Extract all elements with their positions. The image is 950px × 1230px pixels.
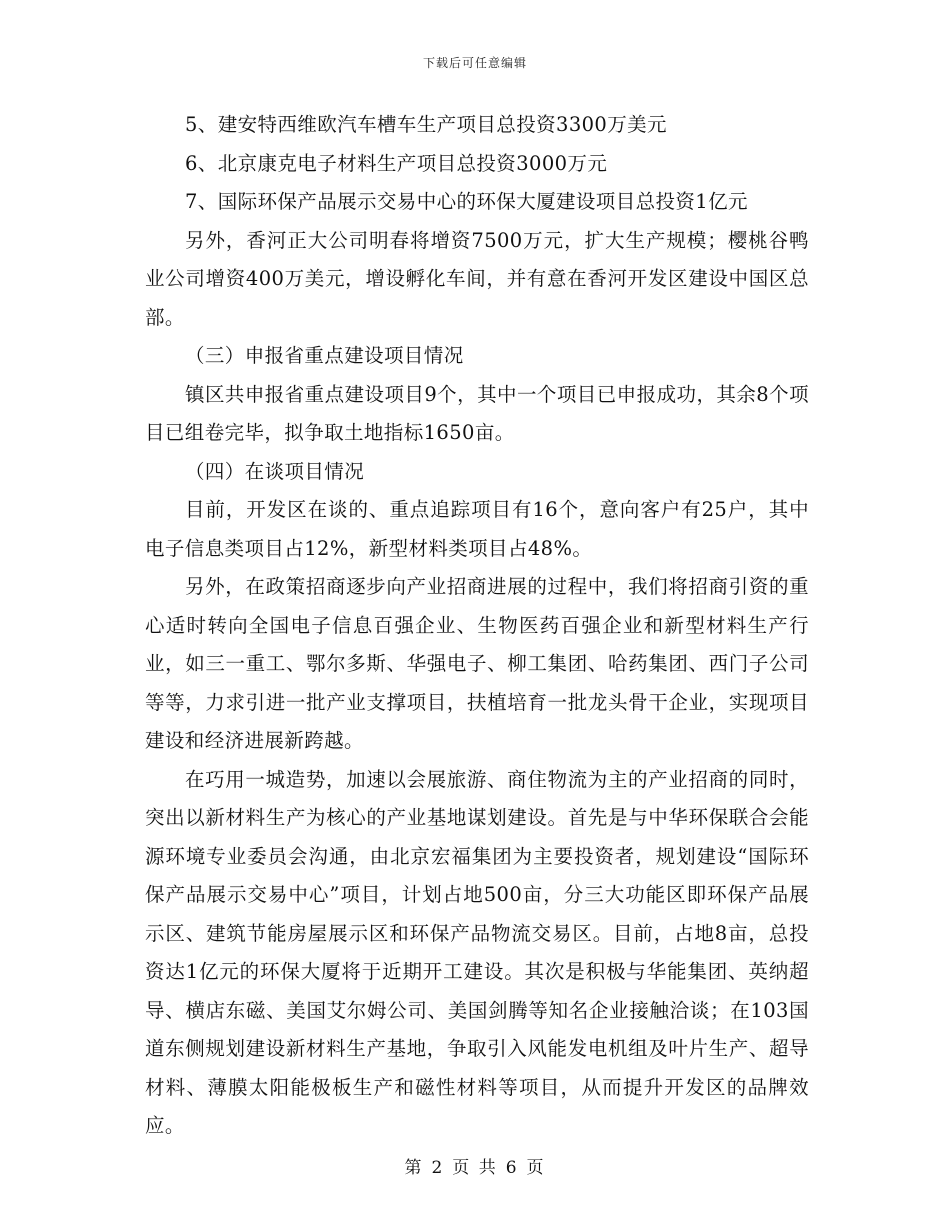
paragraph-provincial-projects: 镇区共申报省重点建设项目9个，其中一个项目已申报成功，其余8个项目已组卷完毕，拟争取土地指标1650亩。 — [145, 382, 809, 444]
document-body — [145, 106, 809, 1146]
page-header: 下载后可任意编辑 — [422, 56, 527, 70]
paragraph-industry-shift: 另外，在政策招商逐步向产业招商进展的过程中，我们将招商引资的重心适时转向全国电子信息百强企业、生物医药百强企业和新型材料生产行业，如三一重工、鄂尔多斯、华强电子、柳工集团、哈药集团、西门子公司等等，力求引进一批产业支撑项目，扶植培育一批龙头骨干企业，实现项目建设和经济进展新跨越。 — [145, 575, 809, 752]
paragraph-item-5: 5、建安特西维欧汽车槽车生产项目总投资3300万美元 — [185, 113, 667, 136]
footer-suffix: 页 — [526, 1158, 546, 1178]
paragraph-item-7: 7、国际环保产品展示交易中心的环保大厦建设项目总投资1亿元 — [185, 190, 748, 213]
paragraph-industry-base: 在巧用一城造势，加速以会展旅游、商住物流为主的产业招商的同时，突出以新材料生产为核心的产业基地谋划建设。首先是与中华环保联合会能源环境专业委员会沟通，由北京宏福集团为主要投资者，规划建设“国际环保产品展示交易中心”项目，计划占地500亩，分三大功能区即环保产品展示区、建筑节能房屋展示区和环保产品物流交易区。目前，占地8亩，总投资达1亿元的环保大厦将于近期开工建设。其次是积极与华能集团、英纳超导、横店东磁、美国艾尔姆公司、美国剑腾等知名企业接触洽谈；在103国道东侧规划建设新材料生产基地，争取引入风能发电机组及叶片生产、超导材料、薄膜太阳能极板生产和磁性材料等项目，从而提升开发区的品牌效应。 — [145, 767, 809, 1137]
paragraph-item-6: 6、北京康克电子材料生产项目总投资3000万元 — [185, 151, 608, 175]
page-footer — [0, 1153, 950, 1178]
section-heading-3: （三）申报省重点建设项目情况 — [185, 344, 464, 367]
footer-total-pages: 6 — [505, 1158, 519, 1178]
footer-current-page: 2 — [431, 1158, 445, 1178]
footer-mid: 页 共 — [452, 1158, 498, 1178]
section-heading-4: （四）在谈项目情况 — [185, 459, 365, 483]
paragraph-additional-investment: 另外，香河正大公司明春将增资7500万元，扩大生产规模；樱桃谷鸭业公司增资400万美元，增设孵化车间，并有意在香河开发区建设中国区总部。 — [145, 228, 809, 329]
footer-prefix: 第 — [404, 1158, 424, 1178]
paragraph-negotiating-projects: 目前，开发区在谈的、重点追踪项目有16个，意向客户有25户，其中电子信息类项目占12%，新型材料类项目占48%。 — [145, 498, 809, 560]
